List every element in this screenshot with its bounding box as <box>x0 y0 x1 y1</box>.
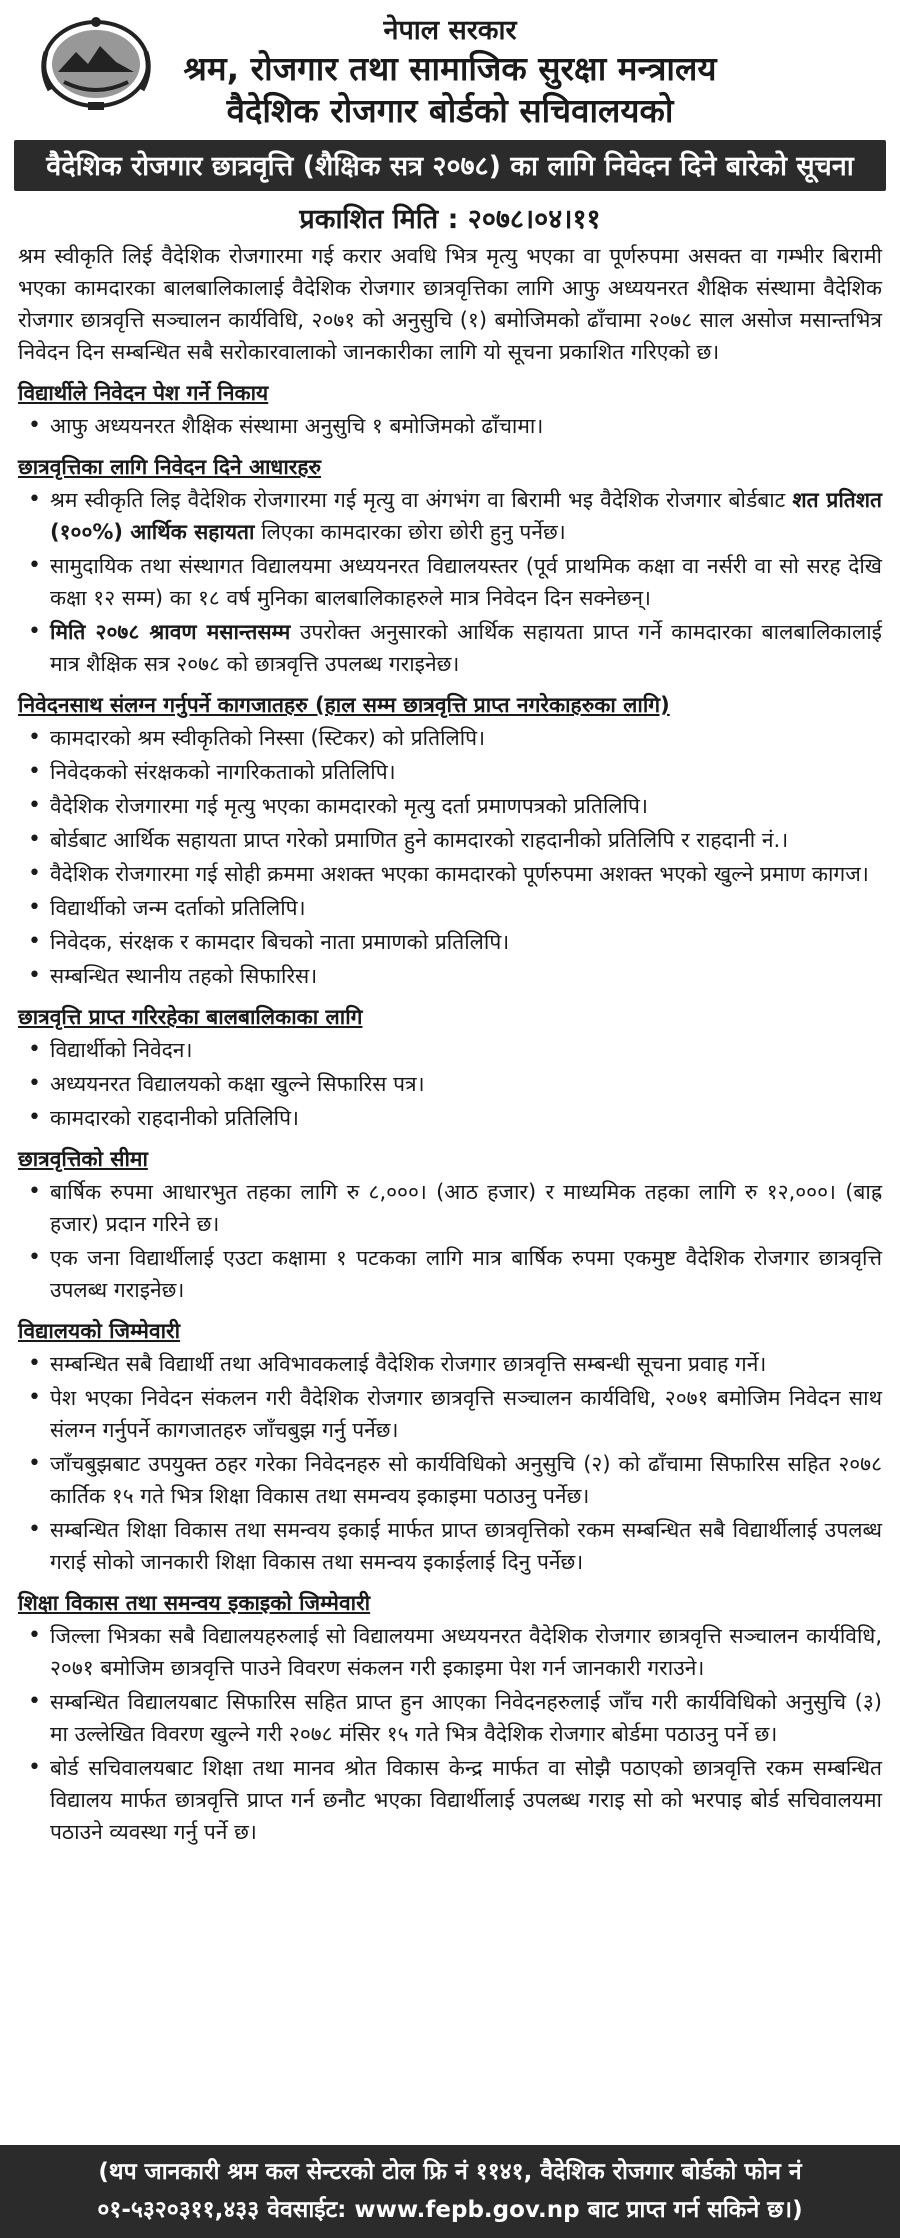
section-title-documents: निवेदनसाथ संलग्न गर्नुपर्ने कागजातहरु (हाल सम्म छात्रवृत्ति प्राप्त नगरेकाहरुका लागि) <box>18 693 670 717</box>
notice-header <box>14 0 886 140</box>
list-item: • एक जना विद्यार्थीलाई एउटा कक्षामा १ पटकका लागि मात्र बार्षिक रुपमा एकमुष्ट वैदेशिक रोजगार छात्रवृत्ति उपलब्ध गराइनेछ। <box>14 1242 882 1306</box>
school-responsibility-list <box>14 1348 886 1578</box>
list-item: • निवेदकको संरक्षकको नागरिकताको प्रतिलिपि। <box>14 756 882 788</box>
deadline-highlight: मिति २०७८ श्रावण मसान्तसम्म <box>50 620 291 644</box>
list-item: • सामुदायिक तथा संस्थागत विद्यालयमा अध्ययनरत विद्यालयस्तर (पूर्व प्राथमिक कक्षा वा नर्सरी वा सो सरह देखि कक्षा १२ सम्म) का १८ वर्ष मुनिका बालबालिकाहरुले मात्र निवेदन दिन सक्नेछन्। <box>14 550 882 614</box>
documents-list <box>14 722 886 992</box>
list-item: • जाँचबुझबाट उपयुक्त ठहर गरेका निवेदनहरु सो कार्यविधिको अनुसुचि (२) को ढाँचामा सिफारिस सहित २०७८ कार्तिक १५ गते भित्र शिक्षा विकास तथा समन्वय इकाइमा पठाउनु पर्नेछ। <box>14 1448 882 1512</box>
continuing-students-list <box>14 1034 886 1134</box>
section-title-submission-place: विद्यार्थीले निवेदन पेश गर्ने निकाय <box>18 381 269 405</box>
intro-paragraph: श्रम स्वीकृति लिई वैदेशिक रोजगारमा गई करार अवधि भित्र मृत्यु भएका वा पूर्णरुपमा असक्त वा गम्भीर बिरामी भएका कामदारका बालबालिकालाई वैदेशिक रोजगार छात्रवृत्तिका लागि आफु अध्ययनरत शैक्षिक संस्थामा वैदेशिक रोजगार छात्रवृत्ति सञ्चालन कार्यविधि, २०७१ को अनुसुचि (१) बमोजिमको ढाँचामा २०७८ साल असोज मसान्तभित्र निवेदन दिन सम्बन्धित सबै सरोकारवालाको जानकारीका लागि यो सूचना प्रकाशित गरिएको छ। <box>18 244 882 364</box>
list-item: • वैदेशिक रोजगारमा गई सोही क्रममा अशक्त भएका कामदारको पूर्णरुपमा अशक्त भएको खुल्ने प्रमाण कागज। <box>14 858 882 890</box>
eligibility-text: उपरोक्त अनुसारको आर्थिक सहायता प्राप्त गर्ने कामदारका बालबालिकालाई मात्र शैक्षिक सत्र २०७८ को छात्रवृत्ति उपलब्ध गराइनेछ। <box>50 620 882 676</box>
eligibility-text: श्रम स्वीकृति लिइ वैदेशिक रोजगारमा गई मृत्यु वा अंगभंग वा बिरामी भइ वैदेशिक रोजगार बोर्डबाट <box>50 488 793 512</box>
header-government: नेपाल सरकार <box>383 15 517 46</box>
list-item: • बार्षिक रुपमा आधारभुत तहका लागि रु ८,०००। (आठ हजार) र माध्यमिक तहका लागि रु १२,०००। (बाह्र हजार) प्रदान गरिने छ। <box>14 1176 882 1240</box>
scholarship-limit-list <box>14 1176 886 1306</box>
contact-footer-banner <box>0 2145 900 2238</box>
section-title-continuing-students: छात्रवृत्ति प्राप्त गरिरहेका बालबालिकाका लागि <box>18 1005 363 1029</box>
notice-title-banner: वैदेशिक रोजगार छात्रवृत्ति (शैक्षिक सत्र २०७८) का लागि निवेदन दिने बारेको सूचना <box>14 140 886 191</box>
list-item: • कामदारको श्रम स्वीकृतिको निस्सा (स्टिकर) को प्रतिलिपि। <box>14 722 882 754</box>
header-ministry: श्रम, रोजगार तथा सामाजिक सुरक्षा मन्त्रालय <box>183 49 717 88</box>
list-item: • पेश भएका निवेदन संकलन गरी वैदेशिक रोजगार छात्रवृत्ति सञ्चालन कार्यविधि, २०७१ बमोजिम निवेदन साथ संलग्न गर्नुपर्ने कागजातहरु जाँचबुझ गर्नु पर्नेछ। <box>14 1382 882 1446</box>
list-item: • सम्बन्धित शिक्षा विकास तथा समन्वय इकाई मार्फत प्राप्त छात्रवृत्तिको रकम सम्बन्धित सबै विद्यार्थीलाई उपलब्ध गराई सोको जानकारी शिक्षा विकास तथा समन्वय इकाईलाई दिनु पर्नेछ। <box>14 1514 882 1578</box>
eligibility-highlight: शत प्रतिशत (१००%) आर्थिक सहायता <box>50 488 883 544</box>
list-item <box>14 616 882 680</box>
footer-line-1: (थप जानकारी श्रम कल सेन्टरको टोल फ्रि नं ११४१, वैदेशिक रोजगार बोर्डको फोन नं <box>98 2159 802 2185</box>
footer-line-2: ०१-५३२०३११,४३३ वेवसाईट: www.fepb.gov.np बाट प्राप्त गर्न सकिने छ।) <box>97 2197 803 2223</box>
list-item: • विद्यार्थीको जन्म दर्ताको प्रतिलिपि। <box>14 892 882 924</box>
list-item: • विद्यार्थीको निवेदन। <box>14 1034 882 1066</box>
section-title-eligibility: छात्रवृत्तिका लागि निवेदन दिने आधारहरु <box>18 455 322 479</box>
list-item: • निवेदक, संरक्षक र कामदार बिचको नाता प्रमाणको प्रतिलिपि। <box>14 926 882 958</box>
unit-responsibility-list <box>14 1620 886 1848</box>
submission-place-list <box>14 410 886 442</box>
section-title-unit-responsibility: शिक्षा विकास तथा समन्वय इकाइको जिम्मेवारी <box>18 1591 371 1615</box>
list-item: • बोर्डबाट आर्थिक सहायता प्राप्त गरेको प्रमाणित हुने कामदारको राहदानीको प्रतिलिपि र राहदानी नं.। <box>14 824 882 856</box>
list-item: • सम्बन्धित विद्यालयबाट सिफारिस सहित प्राप्त हुन आएका निवेदनहरुलाई जाँच गरी कार्यविधिको अनुसुचि (३) मा उल्लेखित विवरण खुल्ने गरी २०७८ मंसिर १५ गते भित्र वैदेशिक रोजगार बोर्डमा पठाउनु पर्ने छ। <box>14 1686 882 1750</box>
section-title-scholarship-limit: छात्रवृत्तिको सीमा <box>18 1147 148 1171</box>
eligibility-text: लिएका कामदारका छोरा छोरी हुनु पर्नेछ। <box>254 520 566 544</box>
header-board: वैदेशिक रोजगार बोर्डको सचिवालयको <box>226 91 674 130</box>
eligibility-list <box>14 484 886 680</box>
list-item: • अध्ययनरत विद्यालयको कक्षा खुल्ने सिफारिस पत्र। <box>14 1068 882 1100</box>
list-item: • सम्बन्धित सबै विद्यार्थी तथा अविभावकलाई वैदेशिक रोजगार छात्रवृत्ति सम्बन्धी सूचना प्रवाह गर्ने। <box>14 1348 882 1380</box>
list-item: • वैदेशिक रोजगारमा गई मृत्यु भएका कामदारको मृत्यु दर्ता प्रमाणपत्रको प्रतिलिपि। <box>14 790 882 822</box>
list-item: • बोर्ड सचिवालयबाट शिक्षा तथा मानव श्रोत विकास केन्द्र मार्फत वा सोझै पठाएको छात्रवृत्ति रकम सम्बन्धित विद्यालय मार्फत छात्रवृत्ति प्राप्त गर्न छनौट भएका विद्यार्थीलाई उपलब्ध गराइ सो को भरपाइ बोर्ड सचिवालयमा पठाउने व्यवस्था गर्नु पर्ने छ। <box>14 1752 882 1848</box>
list-item: • जिल्ला भित्रका सबै विद्यालयहरुलाई सो विद्यालयमा अध्ययनरत वैदेशिक रोजगार छात्रवृत्ति सञ्चालन कार्यविधि, २०७१ बमोजिम छात्रवृत्ति पाउने विवरण संकलन गरी इकाइमा पेश गर्न जानकारी गराउने। <box>14 1620 882 1684</box>
list-item: • सम्बन्धित स्थानीय तहको सिफारिस। <box>14 960 882 992</box>
section-title-school-responsibility: विद्यालयको जिम्मेवारी <box>18 1319 181 1343</box>
list-item <box>14 484 882 548</box>
list-item: • कामदारको राहदानीको प्रतिलिपि। <box>14 1102 882 1134</box>
list-item: • आफु अध्ययनरत शैक्षिक संस्थामा अनुसुचि १ बमोजिमको ढाँचामा। <box>14 410 882 442</box>
published-date: प्रकाशित मिति : २०७८।०४।११ <box>299 204 601 235</box>
